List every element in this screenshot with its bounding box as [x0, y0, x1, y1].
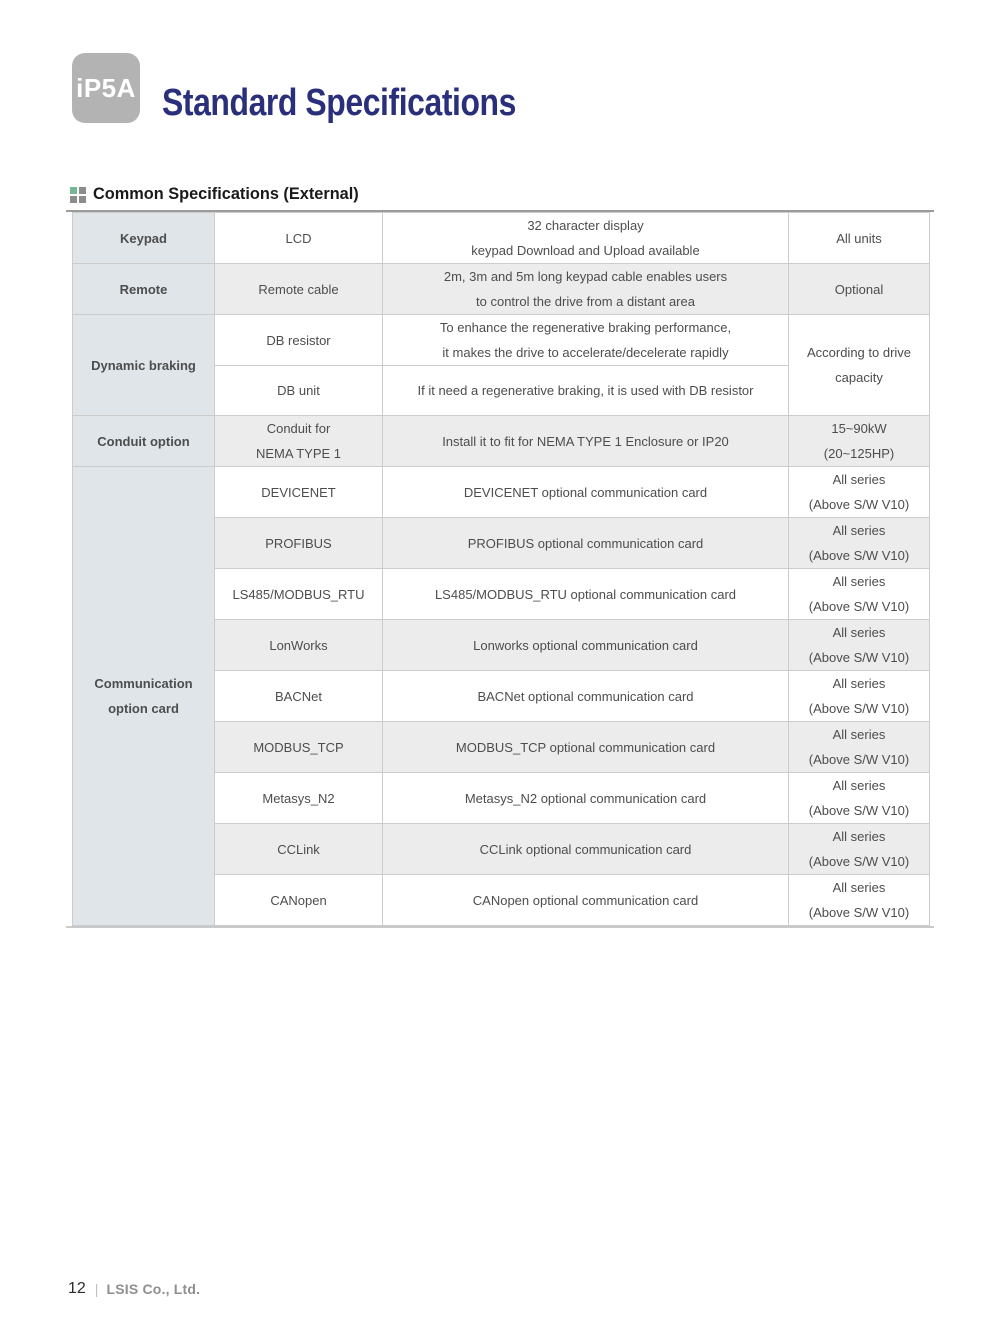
note-cell [789, 569, 930, 620]
note-cell-line: All series [832, 472, 886, 487]
group-label-cell [73, 467, 215, 926]
note-cell [789, 467, 930, 518]
note-cell-line: All series [832, 880, 886, 895]
description-cell [383, 518, 789, 569]
note-cell [789, 518, 930, 569]
item-cell [215, 264, 383, 315]
note-cell-line: All series [832, 523, 886, 538]
item-cell [215, 875, 383, 926]
note-cell [789, 722, 930, 773]
note-cell-line: (Above S/W V10) [808, 599, 910, 614]
item-cell [215, 722, 383, 773]
product-badge: iP5A [72, 53, 140, 123]
description-cell-line: it makes the drive to accelerate/decelerate rapidly [442, 345, 729, 360]
item-cell-line: Conduit for [266, 421, 331, 436]
table-row [73, 416, 930, 467]
description-cell [383, 366, 789, 416]
item-cell [215, 824, 383, 875]
item-cell [215, 671, 383, 722]
note-cell-line: All series [832, 829, 886, 844]
note-cell-line: All series [832, 676, 886, 691]
note-cell [789, 416, 930, 467]
item-cell-line: CCLink [277, 841, 320, 857]
description-cell-line: To enhance the regenerative braking performance, [439, 320, 732, 335]
note-cell-line: (Above S/W V10) [808, 497, 910, 512]
spec-table-wrap [66, 210, 934, 928]
description-cell [383, 467, 789, 518]
note-cell-line: (Above S/W V10) [808, 650, 910, 665]
description-cell [383, 569, 789, 620]
item-cell [215, 366, 383, 416]
section-heading [70, 184, 370, 204]
item-cell-line: LCD [285, 230, 312, 246]
footer-separator: | [94, 1281, 99, 1297]
note-cell [789, 773, 930, 824]
group-label-cell-line: option card [108, 701, 179, 716]
note-cell [789, 824, 930, 875]
note-cell-line: All series [832, 574, 886, 589]
note-cell-line: All units [836, 230, 882, 246]
note-cell-line: All series [832, 727, 886, 742]
item-cell [215, 213, 383, 264]
group-label-cell-line: Keypad [120, 230, 167, 246]
item-cell-line: MODBUS_TCP [253, 739, 344, 755]
spec-table [72, 212, 930, 926]
group-label-cell [73, 315, 215, 416]
item-cell-line: LonWorks [269, 637, 328, 653]
item-cell [215, 569, 383, 620]
note-cell-line: (20~125HP) [823, 446, 895, 461]
note-cell-line: (Above S/W V10) [808, 905, 910, 920]
item-cell-line: DB resistor [266, 332, 331, 348]
note-cell [789, 620, 930, 671]
item-cell [215, 620, 383, 671]
table-row [73, 213, 930, 264]
group-label-cell [73, 416, 215, 467]
page-title: Standard Specifications [162, 82, 516, 124]
description-cell [383, 671, 789, 722]
note-cell-line: (Above S/W V10) [808, 854, 910, 869]
group-label-cell-line: Communication [94, 676, 193, 691]
note-cell-line: (Above S/W V10) [808, 803, 910, 818]
description-cell-line: DEVICENET optional communication card [463, 484, 708, 500]
note-cell-line: Optional [834, 281, 884, 297]
description-cell-line: CANopen optional communication card [472, 892, 699, 908]
section-heading-text: Common Specifications (External) [93, 184, 359, 203]
item-cell-line: DEVICENET [261, 484, 336, 500]
group-label-cell-line: Dynamic braking [91, 357, 196, 373]
table-row [73, 264, 930, 315]
footer-company: LSIS Co., Ltd. [106, 1281, 201, 1297]
item-cell [215, 518, 383, 569]
description-cell-line: Metasys_N2 optional communication card [464, 790, 707, 806]
description-cell-line: 2m, 3m and 5m long keypad cable enables users [443, 269, 728, 284]
note-cell [789, 213, 930, 264]
note-cell-line: All series [832, 778, 886, 793]
description-cell [383, 875, 789, 926]
note-cell-line: (Above S/W V10) [808, 548, 910, 563]
item-cell-line: DB unit [277, 383, 320, 398]
description-cell [383, 824, 789, 875]
note-cell [789, 315, 930, 416]
description-cell-line: CCLink optional communication card [479, 841, 692, 857]
description-cell-line: 32 character display [527, 218, 644, 233]
note-cell [789, 264, 930, 315]
table-row [73, 467, 930, 518]
description-cell-line: If it need a regenerative braking, it is used with DB resistor [417, 383, 754, 398]
item-cell-line: LS485/MODBUS_RTU [232, 586, 365, 602]
note-cell-line: capacity [835, 370, 883, 385]
note-cell-line: (Above S/W V10) [808, 701, 910, 716]
table-row [73, 315, 930, 366]
item-cell-line: Remote cable [258, 281, 339, 297]
item-cell-line: Metasys_N2 [262, 790, 335, 806]
group-label-cell [73, 213, 215, 264]
description-cell-line: BACNet optional communication card [477, 688, 694, 704]
page-footer [68, 1280, 200, 1298]
description-cell [383, 722, 789, 773]
group-label-cell-line: Remote [119, 281, 168, 297]
note-cell-line: (Above S/W V10) [808, 752, 910, 767]
note-cell [789, 671, 930, 722]
item-cell [215, 416, 383, 467]
description-cell-line: MODBUS_TCP optional communication card [455, 739, 716, 755]
note-cell [789, 875, 930, 926]
description-cell-line: keypad Download and Upload available [471, 243, 700, 258]
group-label-cell [73, 264, 215, 315]
description-cell [383, 264, 789, 315]
item-cell-line: NEMA TYPE 1 [255, 446, 341, 461]
note-cell-line: 15~90kW [831, 421, 887, 436]
note-cell-line: According to drive [806, 345, 912, 360]
spec-table-body [73, 213, 930, 926]
page-number: 12 [68, 1280, 86, 1297]
item-cell-line: CANopen [270, 892, 327, 908]
description-cell-line: to control the drive from a distant area [476, 294, 695, 309]
description-cell-line: Install it to fit for NEMA TYPE 1 Enclosure or IP20 [442, 433, 729, 449]
description-cell-line: LS485/MODBUS_RTU optional communication card [434, 586, 737, 602]
item-cell-line: BACNet [275, 688, 322, 704]
description-cell [383, 773, 789, 824]
description-cell [383, 620, 789, 671]
description-cell [383, 213, 789, 264]
item-cell [215, 773, 383, 824]
section-bullet-icon [70, 187, 86, 203]
item-cell [215, 467, 383, 518]
group-label-cell-line: Conduit option [97, 433, 190, 449]
description-cell-line: Lonworks optional communication card [473, 637, 698, 653]
item-cell [215, 315, 383, 366]
item-cell-line: PROFIBUS [265, 535, 332, 551]
description-cell-line: PROFIBUS optional communication card [467, 535, 704, 551]
note-cell-line: All series [832, 625, 886, 640]
description-cell [383, 315, 789, 366]
description-cell [383, 416, 789, 467]
